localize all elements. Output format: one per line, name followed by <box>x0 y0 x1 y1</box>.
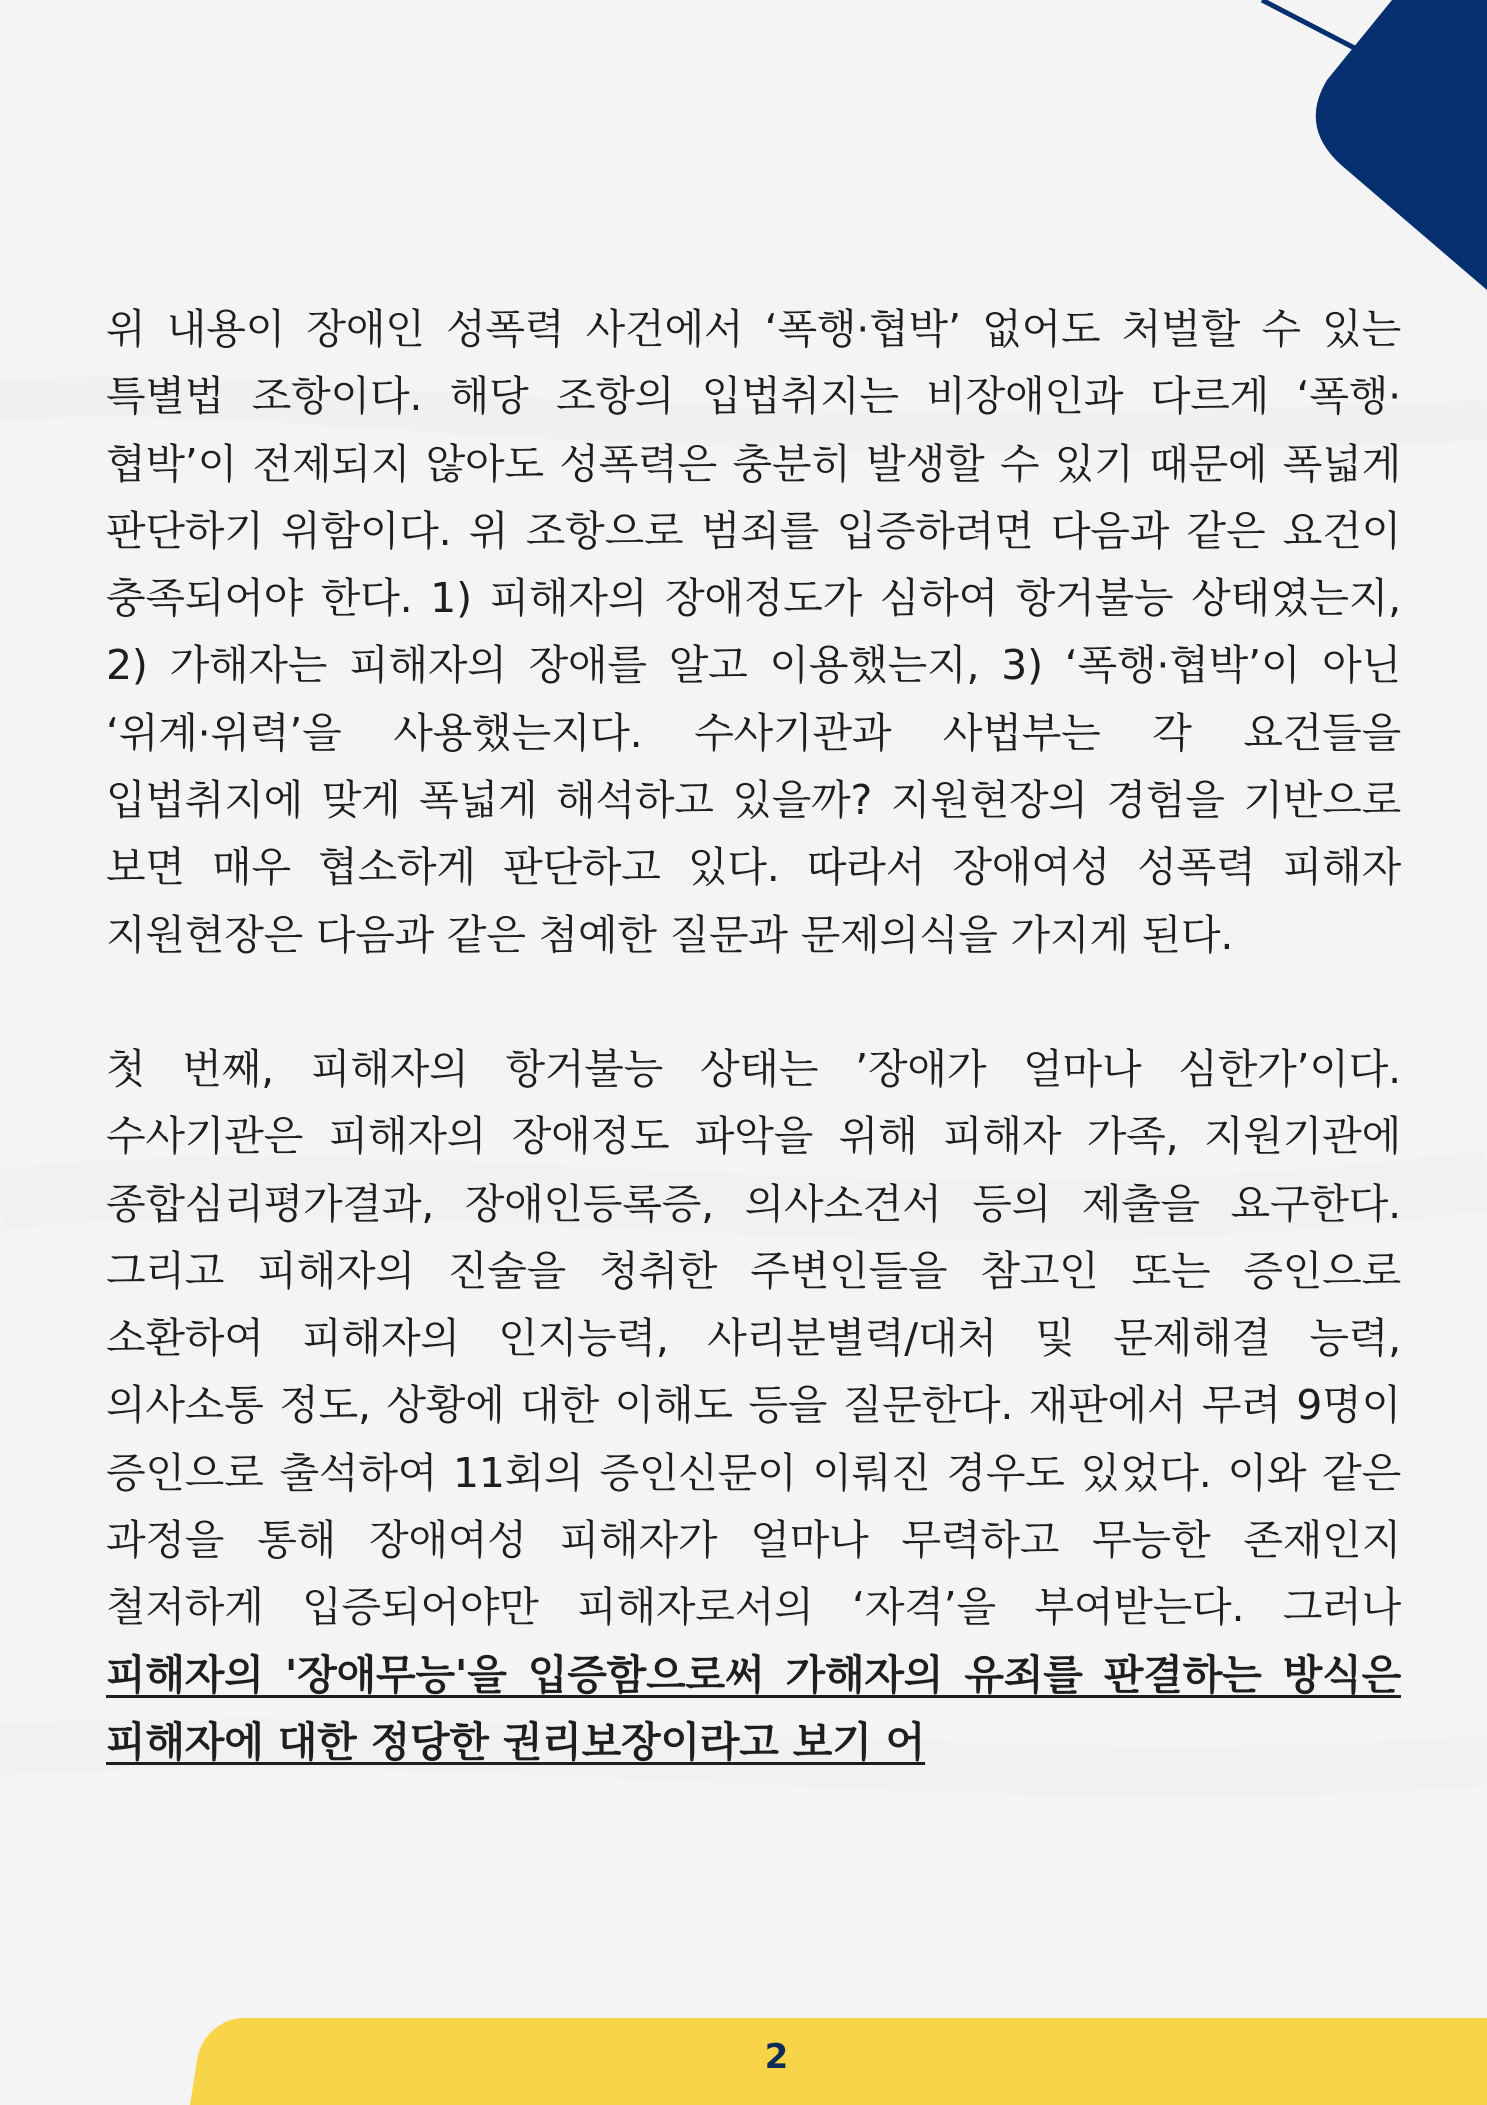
body-text <box>106 296 1401 1776</box>
paragraph-1-text: 위 내용이 장애인 성폭력 사건에서 ‘폭행·협박’ 없어도 처벌할 수 있는 특별법 조항이다. 해당 조항의 입법취지는 비장애인과 다르게 ‘폭행·협박’이 전제되지 않아도 성폭력은 충분히 발생할 수 있기 때문에 폭넓게 판단하기 위함이다. 위 조항으로 범죄를 입증하려면 다음과 같은 요건이 충족되어야 한다. 1) 피해자의 장애정도가 심하여 항거불능 상태였는지, 2) 가해자는 피해자의 장애를 알고 이용했는지, 3) ‘폭행·협박’이 아닌 ‘위계·위력’을 사용했는지다. 수사기관과 사법부는 각 요건들을 입법취지에 맞게 폭넓게 해석하고 있을까? 지원현장의 경험을 기반으로 보면 매우 협소하게 판단하고 있다. 따라서 장애여성 성폭력 피해자 지원현장은 다음과 같은 첨예한 질문과 문제의식을 가지게 된다. <box>106 305 1401 959</box>
page-number: 2 <box>764 2037 789 2077</box>
corner-decoration <box>967 0 1487 320</box>
paragraph-1 <box>106 296 1401 969</box>
paragraph-2-emphasis: 피해자의 '장애무능'을 입증함으로써 가해자의 유죄를 판결하는 방식은 피해자에 대한 정당한 권리보장이라고 보기 어 <box>106 1650 1401 1766</box>
paragraph-2-text: 첫 번째, 피해자의 항거불능 상태는 ’장애가 얼마나 심한가’이다. 수사기관은 피해자의 장애정도 파악을 위해 피해자 가족, 지원기관에 종합심리평가결과, 장애인등록증, 의사소견서 등의 제출을 요구한다. 그리고 피해자의 진술을 청취한 주변인들을 참고인 또는 증인으로 소환하여 피해자의 인지능력, 사리분별력/대처 및 문제해결 능력, 의사소통 정도, 상황에 대한 이해도 등을 질문한다. 재판에서 무려 9명이 증인으로 출석하여 11회의 증인신문이 이뤄진 경우도 있었다. 이와 같은 과정을 통해 장애여성 피해자가 얼마나 무력하고 무능한 존재인지 철저하게 입증되어야만 피해자로서의 ‘자격’을 부여받는다. 그러나 <box>106 1044 1401 1632</box>
paragraph-2 <box>106 1036 1401 1776</box>
